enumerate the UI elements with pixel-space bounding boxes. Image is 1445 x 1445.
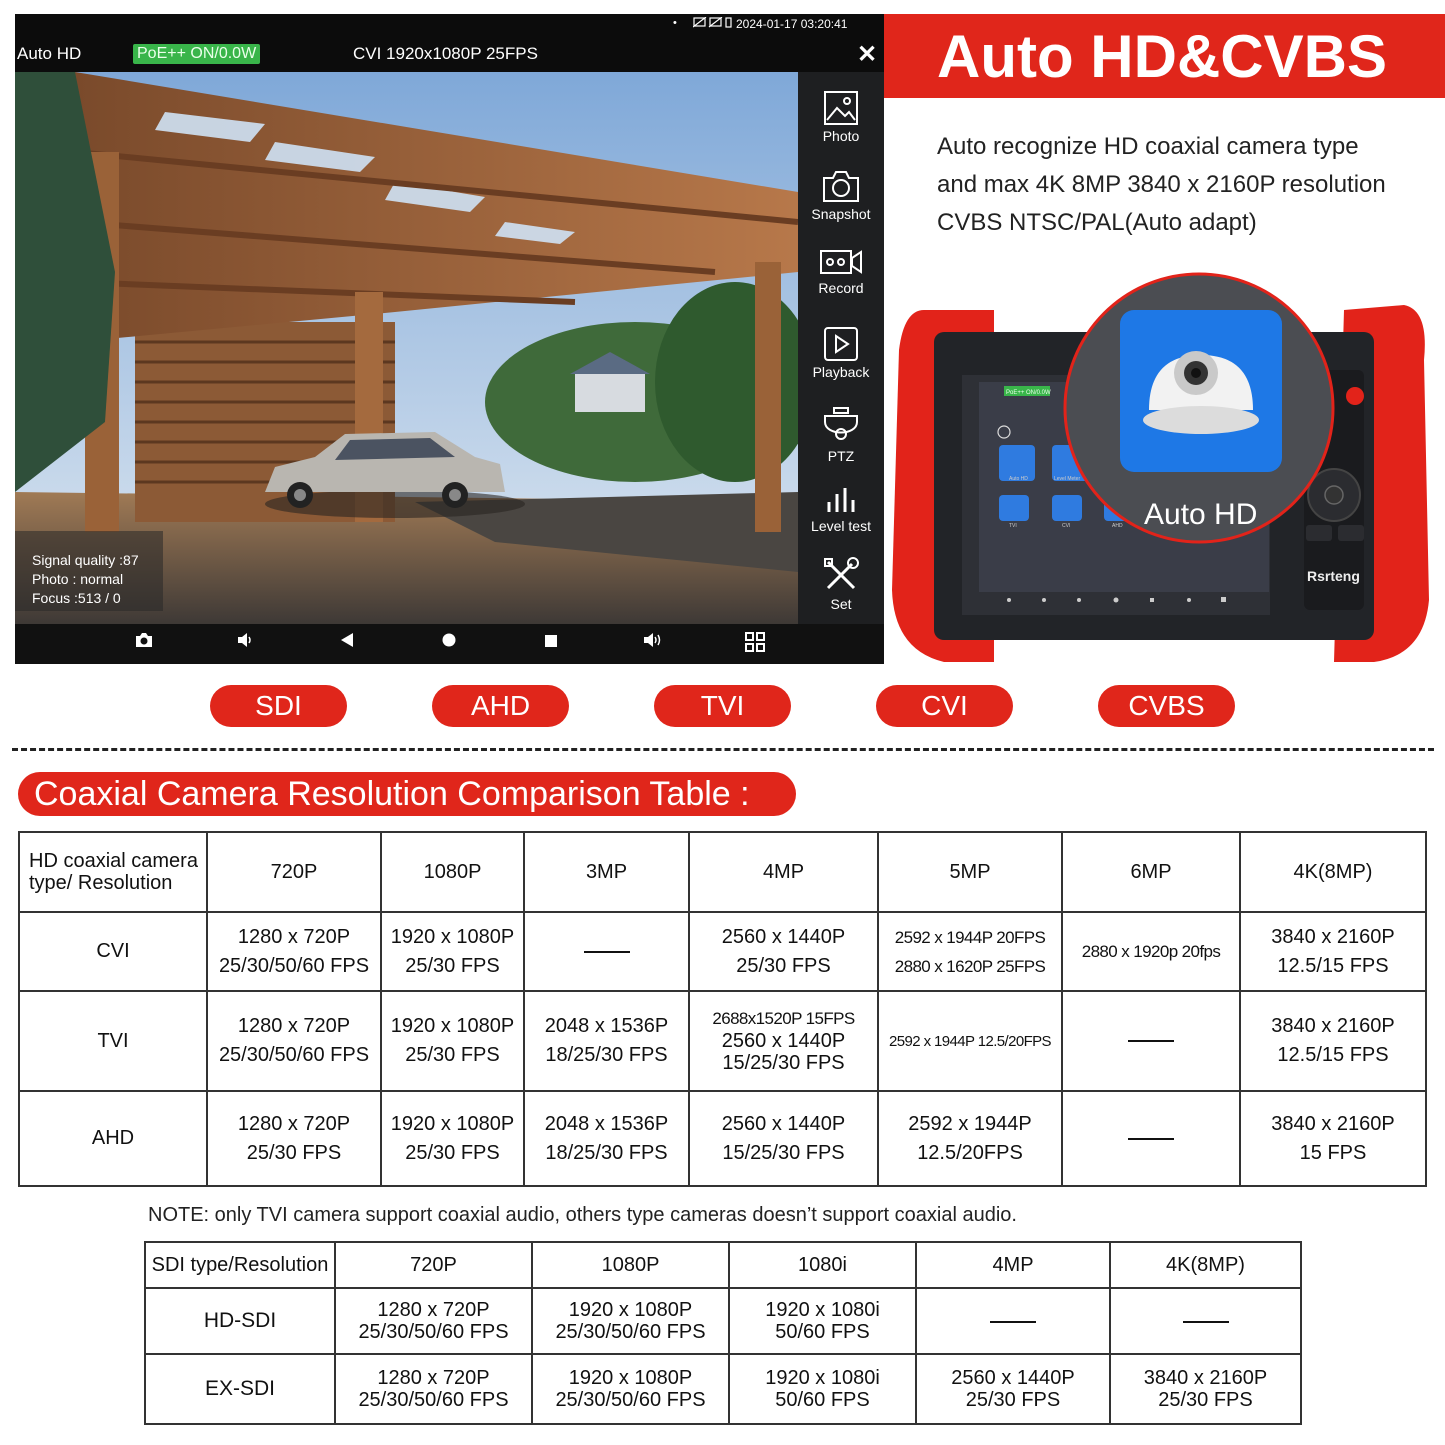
column-header: 4MP: [689, 832, 878, 912]
description-line: CVBS NTSC/PAL(Auto adapt): [937, 209, 1257, 236]
table-cell: 2048 x 1536P 18/25/30 FPS: [524, 1091, 689, 1186]
poe-badge[interactable]: PoE++ ON/0.0W: [133, 44, 260, 64]
status-bar: [15, 14, 884, 72]
table-cell: 1920 x 1080P 25/30/50/60 FPS: [532, 1354, 729, 1424]
corner-line: type/ Resolution: [29, 872, 173, 894]
mini-app-label: CVI: [1062, 523, 1071, 529]
mini-app-label: Level Meter: [1054, 476, 1081, 482]
menu-level-test[interactable]: [798, 474, 884, 550]
format-pill-tvi[interactable]: TVI: [654, 685, 791, 727]
row-header: TVI: [19, 991, 207, 1091]
grid-icon[interactable]: [743, 632, 767, 657]
table-row: [19, 1091, 1426, 1186]
format-pill-cvbs[interactable]: CVBS: [1098, 685, 1235, 727]
table-cell: 2560 x 1440P 25/30 FPS: [916, 1354, 1110, 1424]
table-cell: 3840 x 2160P 15 FPS: [1240, 1091, 1426, 1186]
column-header: 1080P: [532, 1242, 729, 1288]
table-row: [19, 991, 1426, 1091]
table-cell: 1920 x 1080i 50/60 FPS: [729, 1354, 916, 1424]
close-icon[interactable]: ✕: [857, 41, 878, 68]
tester-device-image: [884, 270, 1445, 670]
description-line: Auto recognize HD coaxial camera type: [937, 133, 1359, 160]
camera-icon: [821, 168, 861, 204]
table-cell: 1280 x 720P 25/30/50/60 FPS: [207, 912, 381, 991]
empty-cell-dash: [524, 912, 689, 991]
table-cell: 1920 x 1080i 50/60 FPS: [729, 1288, 916, 1354]
signal-quality-text: Signal quality :87: [32, 552, 139, 568]
level-test-icon: [823, 482, 859, 516]
recent-apps-icon[interactable]: [539, 632, 563, 653]
table-cell: 3840 x 2160P 12.5/15 FPS: [1240, 991, 1426, 1091]
row-header: HD-SDI: [145, 1288, 335, 1354]
column-header: 4K(8MP): [1240, 832, 1426, 912]
column-header: 4K(8MP): [1110, 1242, 1301, 1288]
table-row: [19, 912, 1426, 991]
sdi-resolution-table: [144, 1241, 1302, 1425]
focus-text: Focus :513 / 0: [32, 590, 121, 606]
empty-cell-dash: [1110, 1288, 1301, 1354]
feature-description: [937, 128, 1437, 242]
section-title: Coaxial Camera Resolution Comparison Table :: [18, 772, 796, 816]
row-header: AHD: [19, 1091, 207, 1186]
column-header: 720P: [207, 832, 381, 912]
column-header: 5MP: [878, 832, 1062, 912]
row-header: EX-SDI: [145, 1354, 335, 1424]
mini-poe-text: PoE++ ON/0.0W: [1006, 390, 1051, 396]
camera-live-view: [15, 72, 798, 624]
description-line: and max 4K 8MP 3840 x 2160P resolution: [937, 171, 1386, 198]
empty-cell-dash: [916, 1288, 1110, 1354]
table-corner-header: [19, 832, 207, 912]
table-cell: 1280 x 720P 25/30 FPS: [207, 1091, 381, 1186]
brand-logo: Rsrteng: [1307, 568, 1360, 584]
device-illustration: [884, 270, 1445, 670]
table-cell: 2592 x 1944P 12.5/20FPS: [878, 991, 1062, 1091]
table-cell: 3840 x 2160P 12.5/15 FPS: [1240, 912, 1426, 991]
mini-app-label: AHD: [1112, 523, 1123, 529]
empty-cell-dash: [1062, 1091, 1240, 1186]
banner-title: Auto HD&CVBS: [937, 23, 1387, 90]
side-menu: [798, 72, 884, 624]
table-cell: 2592 x 1944P 12.5/20FPS: [878, 1091, 1062, 1186]
bottom-nav-bar: [15, 624, 884, 664]
menu-snapshot[interactable]: [798, 160, 884, 236]
camera-icon[interactable]: [132, 632, 156, 653]
signal-info: CVI 1920x1080P 25FPS: [353, 44, 538, 63]
table-cell: 1920 x 1080P 25/30 FPS: [381, 991, 524, 1091]
mode-label: Auto HD: [17, 44, 82, 63]
format-pill-sdi[interactable]: SDI: [210, 685, 347, 727]
format-pill-cvi[interactable]: CVI: [876, 685, 1013, 727]
column-header: 3MP: [524, 832, 689, 912]
menu-level-test-label: Level test: [811, 518, 871, 534]
menu-playback-label: Playback: [812, 364, 870, 380]
volume-up-icon[interactable]: [641, 632, 665, 653]
column-header: 1080i: [729, 1242, 916, 1288]
row-header: CVI: [19, 912, 207, 991]
table-cell: 1280 x 720P 25/30/50/60 FPS: [207, 991, 381, 1091]
menu-ptz[interactable]: [798, 398, 884, 474]
menu-playback[interactable]: [798, 318, 884, 394]
table-cell: 2592 x 1944P 20FPS 2880 x 1620P 25FPS: [878, 912, 1062, 991]
clock: 2024-01-17 03:20:41: [736, 17, 848, 31]
menu-snapshot-label: Snapshot: [811, 206, 871, 222]
empty-cell-dash: [1062, 991, 1240, 1091]
volume-down-icon[interactable]: [233, 632, 257, 653]
menu-record-label: Record: [818, 280, 864, 296]
table-cell: 2048 x 1536P 18/25/30 FPS: [524, 991, 689, 1091]
dashed-divider: [12, 748, 1434, 751]
signal-overlay: [15, 531, 163, 611]
no-signal-icon: [693, 17, 733, 28]
table-cell: 1920 x 1080P 25/30/50/60 FPS: [532, 1288, 729, 1354]
photo-icon: [823, 90, 859, 126]
coaxial-audio-note: NOTE: only TVI camera support coaxial audio, others type cameras doesn’t support coaxial audio.: [148, 1204, 1017, 1226]
column-header: 1080P: [381, 832, 524, 912]
table-cell: 2688x1520P 15FPS 2560 x 1440P 15/25/30 FPS: [689, 991, 878, 1091]
column-header: 4MP: [916, 1242, 1110, 1288]
auto-hd-bubble-label: Auto HD: [1144, 498, 1258, 531]
column-header: 720P: [335, 1242, 532, 1288]
mini-app-label: Auto HD: [1009, 476, 1028, 482]
status-dot: •: [673, 17, 677, 29]
column-header: 6MP: [1062, 832, 1240, 912]
table-cell: 1280 x 720P 25/30/50/60 FPS: [335, 1354, 532, 1424]
table-header-row: [19, 832, 1426, 912]
menu-set[interactable]: [798, 548, 884, 624]
menu-photo[interactable]: [798, 82, 884, 158]
title-banner: [884, 14, 1445, 98]
mini-app-label: TVI: [1009, 523, 1017, 529]
home-icon[interactable]: [437, 632, 461, 653]
tools-icon: [822, 556, 860, 594]
table-cell: 2880 x 1920p 20fps: [1062, 912, 1240, 991]
table-cell: 1280 x 720P 25/30/50/60 FPS: [335, 1288, 532, 1354]
table-cell: 2560 x 1440P 25/30 FPS: [689, 912, 878, 991]
menu-photo-label: Photo: [822, 128, 860, 144]
system-status-icons: [693, 17, 733, 31]
table-cell: 3840 x 2160P 25/30 FPS: [1110, 1354, 1301, 1424]
table-row: [145, 1288, 1301, 1354]
table-row: [145, 1354, 1301, 1424]
record-icon: [819, 246, 863, 278]
menu-ptz-label: PTZ: [827, 448, 855, 464]
table-cell: 1920 x 1080P 25/30 FPS: [381, 1091, 524, 1186]
corner-line: HD coaxial camera: [29, 850, 198, 872]
tester-screen: [15, 14, 884, 664]
menu-record[interactable]: [798, 238, 884, 314]
table-cell: 1920 x 1080P 25/30 FPS: [381, 912, 524, 991]
back-icon[interactable]: [335, 632, 359, 653]
format-pill-ahd[interactable]: AHD: [432, 685, 569, 727]
playback-icon: [823, 326, 859, 362]
menu-set-label: Set: [830, 596, 852, 612]
coaxial-resolution-table: [18, 831, 1427, 1187]
table-cell: 2560 x 1440P 15/25/30 FPS: [689, 1091, 878, 1186]
table-header-row: [145, 1242, 1301, 1288]
ptz-icon: [822, 406, 860, 446]
table-corner-header: SDI type/Resolution: [145, 1242, 335, 1288]
photo-mode-text: Photo : normal: [32, 571, 124, 587]
